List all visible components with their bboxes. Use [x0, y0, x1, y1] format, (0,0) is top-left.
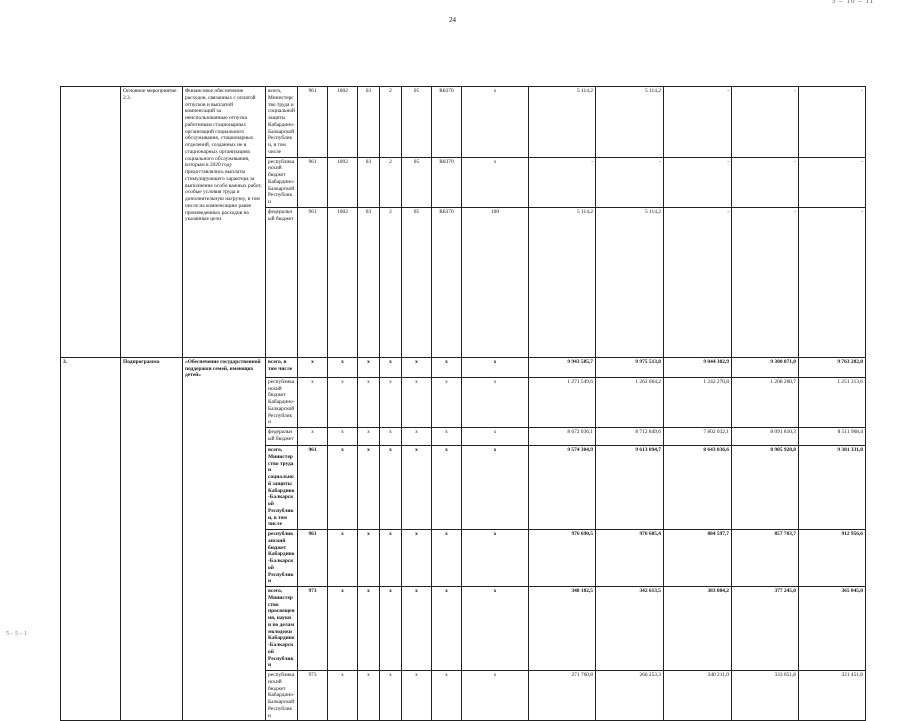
code-cell-p1: x — [358, 377, 380, 427]
amount-cell-v3: - — [664, 157, 732, 207]
footer-mark: 5 – 5 – 1 — [6, 631, 27, 637]
code-cell-p4: x — [432, 446, 462, 530]
code-cell-grbs: 973 — [298, 671, 328, 721]
funding-source: федеральный бюджет — [266, 207, 298, 357]
funding-source: всего, Министерство труда и социальной защиты Кабардино-Балкарской Республики, в том числе — [266, 446, 298, 530]
code-cell-p3: x — [402, 446, 432, 530]
program-name: «Обеспечение государственной поддержки семей, имеющих детей» — [183, 357, 266, 721]
code-cell-vr: x — [462, 530, 529, 587]
code-cell-p4: x — [432, 428, 462, 446]
amount-cell-v2: 1 262 664,2 — [596, 377, 664, 427]
code-cell-p2: x — [380, 357, 402, 377]
amount-cell-v5: 365 045,0 — [799, 587, 866, 671]
amount-cell-v4: 857 703,7 — [732, 530, 799, 587]
amount-cell-v3: 9 044 302,9 — [664, 357, 732, 377]
amount-cell-v5: - — [799, 157, 866, 207]
code-cell-p1: 03 — [358, 157, 380, 207]
code-cell-p4: R8370 — [432, 157, 462, 207]
amount-cell-v3: - — [664, 207, 732, 357]
amount-cell-v4: 377 245,0 — [732, 587, 799, 671]
amount-cell-v2: 9 975 513,8 — [596, 357, 664, 377]
code-cell-p4: x — [432, 357, 462, 377]
table-row — [61, 87, 866, 158]
code-cell-p3: x — [402, 671, 432, 721]
code-cell-p3: x — [402, 357, 432, 377]
amount-cell-v1: 5 114,2 — [529, 87, 596, 158]
code-cell-rzpr: x — [328, 671, 358, 721]
row-index: 3. — [61, 357, 121, 721]
amount-cell-v2: 976 605,4 — [596, 530, 664, 587]
amount-cell-v2: 9 613 094,7 — [596, 446, 664, 530]
amount-cell-v2: - — [596, 157, 664, 207]
amount-cell-v2: 266 253,3 — [596, 671, 664, 721]
amount-cell-v2: 342 613,5 — [596, 587, 664, 671]
code-cell-rzpr: x — [328, 446, 358, 530]
budget-table — [60, 86, 866, 721]
code-cell-grbs: 961 — [298, 157, 328, 207]
amount-cell-v4: 8 905 920,8 — [732, 446, 799, 530]
program-type: Основное мероприятие 2.3. — [121, 87, 183, 358]
funding-source: республиканский бюджет Кабардино-Балкарской Республики — [266, 157, 298, 207]
corner-mark: 5 – 10 – 11 — [832, 0, 875, 5]
program-type: Подпрограмма — [121, 357, 183, 721]
amount-cell-v5: 321 451,8 — [799, 671, 866, 721]
code-cell-grbs: 961 — [298, 446, 328, 530]
code-cell-p3: x — [402, 377, 432, 427]
code-cell-p1: x — [358, 357, 380, 377]
code-cell-p2: 2 — [380, 157, 402, 207]
code-cell-grbs: 961 — [298, 87, 328, 158]
amount-cell-v1: 8 672 036,1 — [529, 428, 596, 446]
amount-cell-v5: 1 251 313,6 — [799, 377, 866, 427]
amount-cell-v1: - — [529, 157, 596, 207]
amount-cell-v3: - — [664, 87, 732, 158]
code-cell-rzpr: x — [328, 428, 358, 446]
code-cell-p3: 05 — [402, 87, 432, 158]
code-cell-vr: x — [462, 357, 529, 377]
code-cell-grbs: x — [298, 428, 328, 446]
code-cell-p1: x — [358, 446, 380, 530]
amount-cell-v2: 5 114,2 — [596, 87, 664, 158]
code-cell-p4: x — [432, 377, 462, 427]
code-cell-vr: x — [462, 428, 529, 446]
amount-cell-v5: - — [799, 87, 866, 158]
code-cell-vr: x — [462, 87, 529, 158]
code-cell-p3: x — [402, 530, 432, 587]
funding-source: всего, Министерство труда и социальной защиты Кабардино-Балкарской Республики, в том числе — [266, 87, 298, 158]
amount-cell-v5: 912 956,6 — [799, 530, 866, 587]
amount-cell-v1: 271 760,8 — [529, 671, 596, 721]
code-cell-p3: x — [402, 587, 432, 671]
amount-cell-v3: 383 804,2 — [664, 587, 732, 671]
code-cell-p4: R8370 — [432, 207, 462, 357]
amount-cell-v5: 8 511 968,4 — [799, 428, 866, 446]
amount-cell-v5: 9 381 331,8 — [799, 446, 866, 530]
code-cell-p4: x — [432, 587, 462, 671]
amount-cell-v1: 348 182,5 — [529, 587, 596, 671]
code-cell-vr: x — [462, 377, 529, 427]
code-cell-p4: x — [432, 530, 462, 587]
code-cell-rzpr: 1002 — [328, 87, 358, 158]
amount-cell-v3: 340 211,0 — [664, 671, 732, 721]
amount-cell-v1: 9 943 585,7 — [529, 357, 596, 377]
amount-cell-v1: 5 114,2 — [529, 207, 596, 357]
amount-cell-v3: 8 643 036,6 — [664, 446, 732, 530]
amount-cell-v3: 884 597,7 — [664, 530, 732, 587]
code-cell-grbs: x — [298, 357, 328, 377]
code-cell-rzpr: 1002 — [328, 207, 358, 357]
code-cell-vr: x — [462, 587, 529, 671]
code-cell-p2: x — [380, 428, 402, 446]
row-index — [61, 87, 121, 358]
code-cell-vr: x — [462, 446, 529, 530]
amount-cell-v5: 9 763 282,0 — [799, 357, 866, 377]
amount-cell-v4: 9 300 071,0 — [732, 357, 799, 377]
amount-cell-v4: - — [732, 157, 799, 207]
amount-cell-v4: 1 208 260,7 — [732, 377, 799, 427]
code-cell-grbs: 961 — [298, 530, 328, 587]
code-cell-p1: x — [358, 428, 380, 446]
funding-source: федеральный бюджет — [266, 428, 298, 446]
code-cell-p1: x — [358, 587, 380, 671]
code-cell-p1: x — [358, 530, 380, 587]
code-cell-p1: 03 — [358, 207, 380, 357]
code-cell-p2: x — [380, 587, 402, 671]
amount-cell-v1: 9 574 304,9 — [529, 446, 596, 530]
code-cell-p2: x — [380, 377, 402, 427]
code-cell-p3: x — [402, 428, 432, 446]
code-cell-p2: 2 — [380, 87, 402, 158]
amount-cell-v1: 976 690,5 — [529, 530, 596, 587]
code-cell-grbs: x — [298, 377, 328, 427]
code-cell-p4: x — [432, 671, 462, 721]
code-cell-vr: x — [462, 671, 529, 721]
amount-cell-v4: 333 651,8 — [732, 671, 799, 721]
code-cell-p3: 05 — [402, 207, 432, 357]
amount-cell-v5: - — [799, 207, 866, 357]
amount-cell-v4: - — [732, 207, 799, 357]
code-cell-rzpr: x — [328, 587, 358, 671]
amount-cell-v4: 8 091 810,3 — [732, 428, 799, 446]
code-cell-p1: 03 — [358, 87, 380, 158]
funding-source: республиканский бюджет Кабардино-Балкарской Республики — [266, 671, 298, 721]
code-cell-rzpr: 1002 — [328, 157, 358, 207]
code-cell-p4: R8370 — [432, 87, 462, 158]
amount-cell-v4: - — [732, 87, 799, 158]
code-cell-vr: x — [462, 157, 529, 207]
program-name: Финансовое обеспечение расходов, связанных с оплатой отпусков и выплатой компенсаций за неиспользованные отпуска работникам стационарных организаций социального обслуживания, стационарных отделений, созданных не в стационарных организациях социального обслуживания, которым в 2020 году предоставлялись выплаты стимулирующего характера за выполнение особо важных работ, особые условия труда и дополнительную нагрузку, в том числе на компенсацию ранее произведенных расходов на указанные цели — [183, 87, 266, 358]
code-cell-p2: x — [380, 530, 402, 587]
table-row — [61, 357, 866, 377]
code-cell-rzpr: x — [328, 530, 358, 587]
funding-source: всего, Министерство просвещения, науки и по делам молодежи Кабардино-Балкарской Республики — [266, 587, 298, 671]
code-cell-rzpr: x — [328, 357, 358, 377]
funding-source: всего, в том числе — [266, 357, 298, 377]
code-cell-vr: 100 — [462, 207, 529, 357]
amount-cell-v2: 5 114,2 — [596, 207, 664, 357]
code-cell-p1: x — [358, 671, 380, 721]
code-cell-grbs: 973 — [298, 587, 328, 671]
code-cell-rzpr: x — [328, 377, 358, 427]
amount-cell-v3: 7 802 032,1 — [664, 428, 732, 446]
code-cell-p2: 2 — [380, 207, 402, 357]
code-cell-p3: 05 — [402, 157, 432, 207]
amount-cell-v2: 8 712 849,6 — [596, 428, 664, 446]
funding-source: республиканский бюджет Кабардино-Балкарской Республики — [266, 530, 298, 587]
funding-source: республиканский бюджет Кабардино-Балкарской Республики — [266, 377, 298, 427]
amount-cell-v3: 1 242 270,8 — [664, 377, 732, 427]
amount-cell-v1: 1 271 549,6 — [529, 377, 596, 427]
code-cell-p2: x — [380, 446, 402, 530]
page-number: 24 — [449, 16, 456, 24]
code-cell-p2: x — [380, 671, 402, 721]
code-cell-grbs: 961 — [298, 207, 328, 357]
